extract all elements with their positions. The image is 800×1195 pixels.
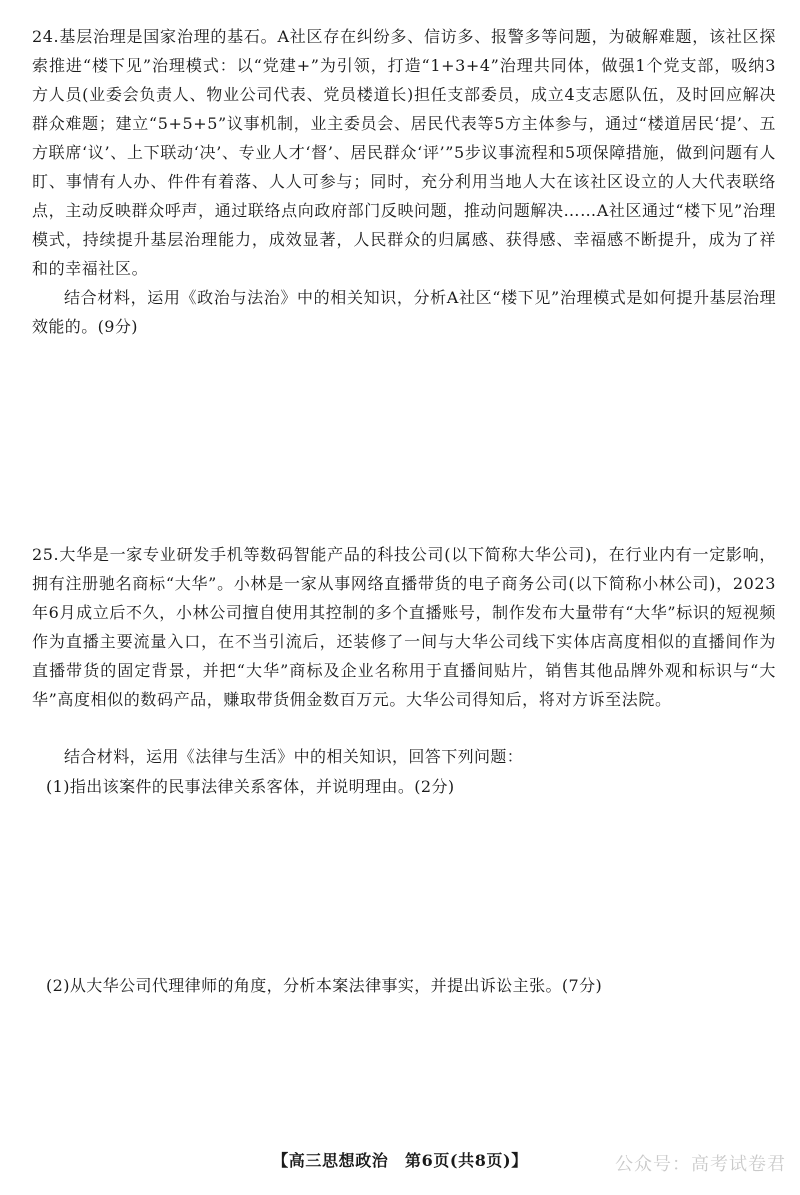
question-24 [32, 22, 776, 283]
question-24-material: 24.基层治理是国家治理的基石。A社区存在纠纷多、信访多、报警多等问题，为破解难题，该社区探索推进“楼下见”治理模式：以“党建+”为引领，打造“1+3+4”治理共同体，做强1个党支部，吸纳3方人员(业委会负责人、物业公司代表、党员楼道长)担任支部委员，成立4支志愿队伍，及时回应解决群众难题；建立“5+5+5”议事机制，业主委员会、居民代表等5方主体参与，通过“楼道居民‘提’、五方联席‘议’、上下联动‘决’、专业人才‘督’、居民群众‘评’”5步议事流程和5项保障措施，做到问题有人盯、事情有人办、件件有着落、人人可参与；同时，充分利用当地人大在该社区设立的人大代表联络点，主动反映群众呼声，通过联络点向政府部门反映问题，推动问题解决……A社区通过“楼下见”治理模式，持续提升基层治理能力，成效显著，人民群众的归属感、获得感、幸福感不断提升，成为了祥和的幸福社区。 [32, 27, 776, 278]
question-25-subquestion-1: (1)指出该案件的民事法律关系客体，并说明理由。(2分) [46, 777, 455, 796]
question-25 [32, 540, 776, 714]
question-24-prompt: 结合材料，运用《政治与法治》中的相关知识，分析A社区“楼下见”治理模式是如何提升基层治理效能的。(9分) [32, 288, 776, 336]
question-25-prompt: 结合材料，运用《法律与生活》中的相关知识，回答下列问题： [64, 747, 524, 766]
watermark: 公众号：高考试卷君 [615, 1154, 786, 1175]
question-25-material: 25.大华是一家专业研发手机等数码智能产品的科技公司(以下简称大华公司)，在行业内有一定影响，拥有注册驰名商标“大华”。小林是一家从事网络直播带货的电子商务公司(以下简称小林公司)，2023年6月成立后不久，小林公司擅自使用其控制的多个直播账号，制作发布大量带有“大华”标识的短视频作为直播主要流量入口，在不当引流后，还装修了一间与大华公司线下实体店高度相似的直播间作为直播带货的固定背景，并把“大华”商标及企业名称用于直播间贴片，销售其他品牌外观和标识与“大华”高度相似的数码产品，赚取带货佣金数百万元。大华公司得知后，将对方诉至法院。 [32, 545, 776, 709]
page-footer: 【高三思想政治 第6页(共8页)】 [272, 1151, 528, 1170]
question-25-subquestion-2: (2)从大华公司代理律师的角度，分析本案法律事实，并提出诉讼主张。(7分) [46, 976, 603, 995]
